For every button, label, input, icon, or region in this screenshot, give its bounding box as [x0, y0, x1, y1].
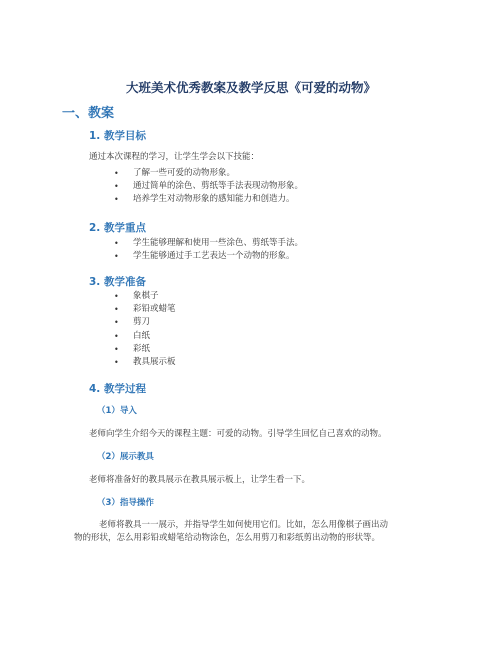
- list-item-text: 教具展示板: [133, 356, 176, 367]
- list-item-text: 学生能够通过手工艺表达一个动物的形象。: [133, 251, 295, 262]
- list-item: [0, 316, 176, 329]
- step-text-guide: [74, 519, 419, 544]
- list-item-text: 了解一些可爱的动物形象。: [133, 168, 236, 178]
- preparation-list: [0, 290, 176, 369]
- process-heading: 4. 教学过程: [89, 383, 146, 395]
- key-points-heading: 2. 教学重点: [89, 222, 146, 234]
- bullet-icon: •: [114, 357, 119, 367]
- document-title: 大班美术优秀教案及教学反思《可爱的动物》: [125, 80, 376, 95]
- goals-heading: 1. 教学目标: [89, 130, 146, 142]
- list-item: [0, 356, 176, 369]
- list-item: [0, 343, 176, 356]
- list-item-text: 象棋子: [133, 291, 159, 301]
- step-text-guide-line2: 物的形状，怎么用彩铅或蜡笔给动物涂色，怎么用剪刀和彩纸剪出动物的形状等。: [74, 532, 381, 543]
- list-item-text: 剪刀: [133, 317, 151, 328]
- section-heading: 一、教案: [62, 106, 115, 121]
- step-text-guide-line1: 老师将教具一一展示，并指导学生如何使用它们。比如，怎么用像棋子画出动: [99, 520, 389, 530]
- bullet-icon: •: [114, 195, 119, 205]
- bullet-icon: •: [114, 182, 119, 192]
- list-item-text: 学生能够理解和使用一些涂色、剪纸等手法。: [133, 238, 304, 248]
- list-item-text: 通过简单的涂色、剪纸等手法表现动物形象。: [133, 181, 304, 192]
- bullet-icon: •: [114, 305, 119, 315]
- list-item: [0, 167, 303, 180]
- goals-intro: 通过本次课程的学习，让学生学会以下技能：: [89, 152, 260, 162]
- key-points-list: [0, 237, 303, 263]
- preparation-heading: 3. 教学准备: [89, 276, 146, 288]
- list-item: [0, 303, 176, 316]
- step-text-intro: 老师向学生介绍今天的课程主题：可爱的动物。引导学生回忆自己喜欢的动物。: [89, 429, 387, 439]
- list-item: [0, 250, 303, 263]
- step-heading-guide: （3）指导操作: [97, 498, 154, 508]
- bullet-icon: •: [114, 331, 119, 341]
- list-item-text: 彩纸: [133, 343, 151, 354]
- bullet-icon: •: [114, 292, 119, 301]
- bullet-icon: •: [114, 318, 119, 328]
- step-text-display: 老师将准备好的教具展示在教具展示板上，让学生看一下。: [89, 475, 311, 485]
- list-item: [0, 193, 303, 206]
- bullet-icon: •: [114, 252, 119, 262]
- list-item-text: 培养学生对动物形象的感知能力和创造力。: [133, 194, 295, 205]
- list-item: [0, 290, 176, 303]
- list-item-text: 彩铅或蜡笔: [133, 304, 176, 315]
- bullet-icon: •: [114, 344, 119, 354]
- list-item: [0, 180, 303, 193]
- goals-list: [0, 167, 303, 207]
- list-item: [0, 330, 176, 343]
- step-heading-intro: （1）导入: [97, 406, 137, 416]
- bullet-icon: •: [114, 169, 119, 178]
- list-item: [0, 237, 303, 250]
- bullet-icon: •: [114, 239, 119, 248]
- list-item-text: 白纸: [133, 330, 151, 341]
- step-heading-display: （2）展示教具: [97, 452, 154, 462]
